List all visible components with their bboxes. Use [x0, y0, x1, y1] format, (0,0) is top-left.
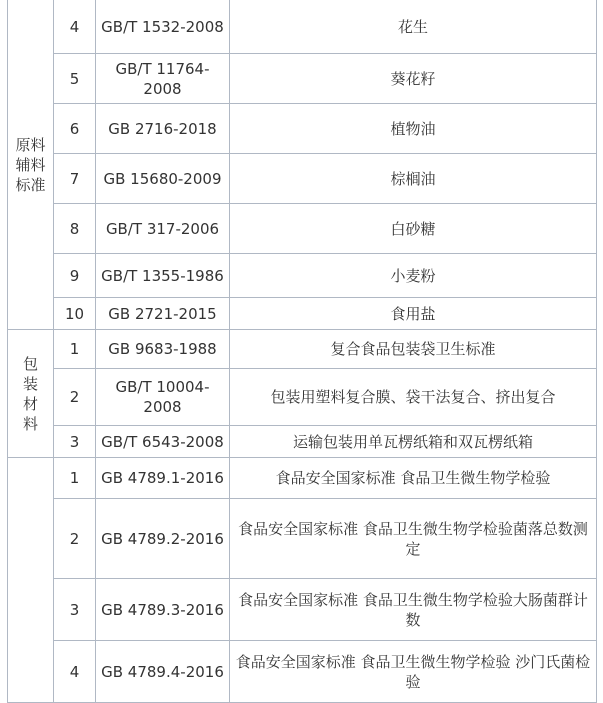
- table-row: [8, 54, 597, 104]
- standard-code: GB/T 317-2006: [96, 204, 230, 254]
- category-cell: [8, 0, 54, 330]
- standard-code: GB/T 1355-1986: [96, 254, 230, 298]
- category-cell: [8, 330, 54, 458]
- table-row: [8, 426, 597, 458]
- row-number: 1: [54, 458, 96, 499]
- standard-name: 棕榈油: [230, 154, 597, 204]
- row-number: 6: [54, 104, 96, 154]
- table-row: [8, 154, 597, 204]
- standard-name: 复合食品包装袋卫生标准: [230, 330, 597, 369]
- standard-name: 包装用塑料复合膜、袋干法复合、挤出复合: [230, 369, 597, 426]
- table-row: [8, 104, 597, 154]
- table-row: [8, 458, 597, 499]
- table-row: [8, 579, 597, 641]
- standard-name: 食用盐: [230, 298, 597, 330]
- standard-code: GB 15680-2009: [96, 154, 230, 204]
- table-row: [8, 499, 597, 579]
- row-number: 3: [54, 579, 96, 641]
- standard-name: 食品安全国家标准 食品卫生微生物学检验菌落总数测 定: [230, 499, 597, 579]
- standard-name: 食品安全国家标准 食品卫生微生物学检验大肠菌群计数: [230, 579, 597, 641]
- table-row: [8, 369, 597, 426]
- table-row: [8, 641, 597, 703]
- standards-table: [7, 0, 597, 703]
- standard-code: GB 4789.3-2016: [96, 579, 230, 641]
- standard-name: 食品安全国家标准 食品卫生微生物学检验 沙门氏菌检验: [230, 641, 597, 703]
- row-number: 10: [54, 298, 96, 330]
- row-number: 7: [54, 154, 96, 204]
- standard-name: 食品安全国家标准 食品卫生微生物学检验: [230, 458, 597, 499]
- standard-code: GB 4789.1-2016: [96, 458, 230, 499]
- category-cell: [8, 458, 54, 703]
- standard-code: GB/T 11764-2008: [96, 54, 230, 104]
- row-number: 5: [54, 54, 96, 104]
- row-number: 4: [54, 641, 96, 703]
- standard-code: GB 2721-2015: [96, 298, 230, 330]
- standard-code: GB 2716-2018: [96, 104, 230, 154]
- standard-name: 小麦粉: [230, 254, 597, 298]
- standard-name: 运输包装用单瓦楞纸箱和双瓦楞纸箱: [230, 426, 597, 458]
- table-row: [8, 298, 597, 330]
- standard-code: GB 4789.4-2016: [96, 641, 230, 703]
- standard-code: GB 4789.2-2016: [96, 499, 230, 579]
- row-number: 1: [54, 330, 96, 369]
- table-row: [8, 0, 597, 54]
- row-number: 9: [54, 254, 96, 298]
- standard-name: 植物油: [230, 104, 597, 154]
- table-row: [8, 330, 597, 369]
- row-number: 8: [54, 204, 96, 254]
- standard-code: GB/T 6543-2008: [96, 426, 230, 458]
- standard-code: GB 9683-1988: [96, 330, 230, 369]
- row-number: 3: [54, 426, 96, 458]
- table-row: [8, 254, 597, 298]
- category-label: 包 装 材 料: [22, 354, 38, 433]
- row-number: 2: [54, 499, 96, 579]
- category-label: 原料 辅料 标准: [15, 135, 46, 194]
- standard-code: GB/T 1532-2008: [96, 0, 230, 54]
- standard-code: GB/T 10004- 2008: [96, 369, 230, 426]
- row-number: 2: [54, 369, 96, 426]
- standard-name: 葵花籽: [230, 54, 597, 104]
- standard-name: 花生: [230, 0, 597, 54]
- row-number: 4: [54, 0, 96, 54]
- standard-name: 白砂糖: [230, 204, 597, 254]
- table-row: [8, 204, 597, 254]
